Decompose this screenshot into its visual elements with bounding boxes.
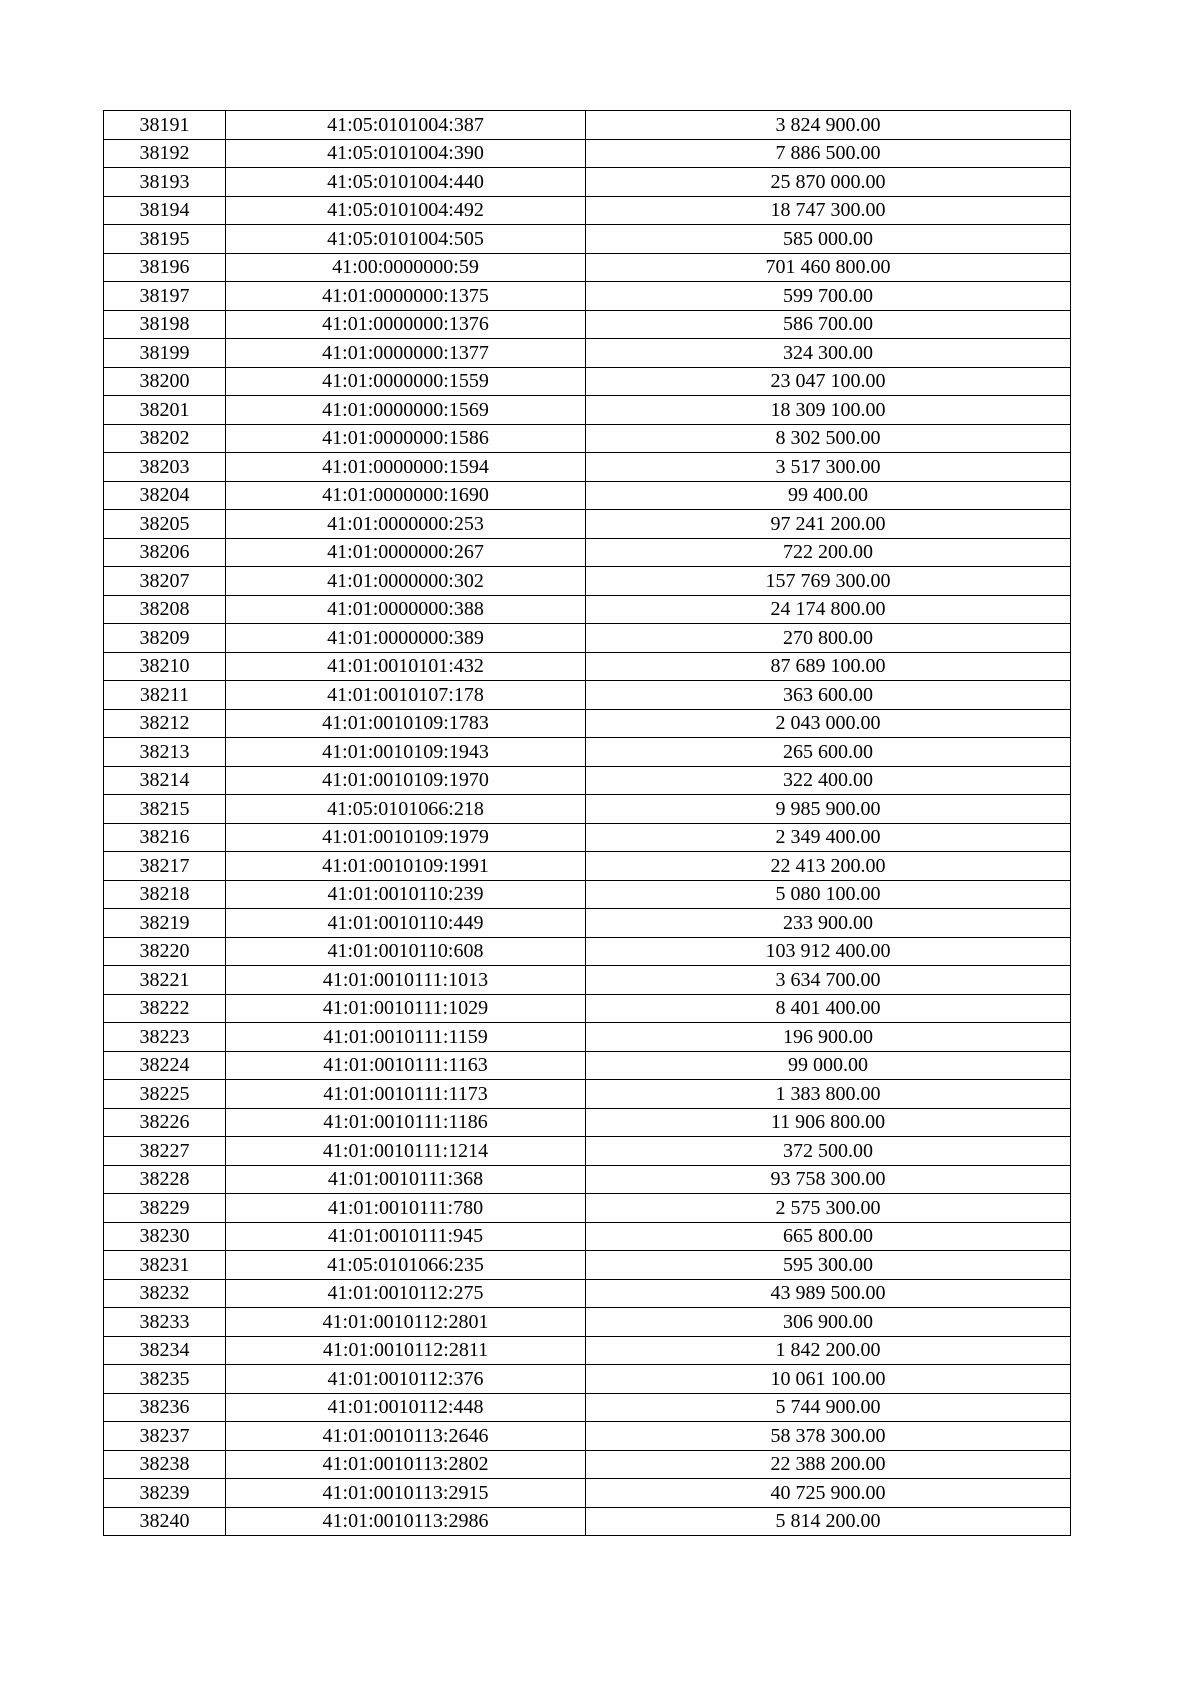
cadastral-value-cell: 701 460 800.00 [586, 253, 1071, 282]
table-row [104, 111, 1071, 140]
table-row [104, 795, 1071, 824]
table-row [104, 738, 1071, 767]
table-row [104, 168, 1071, 197]
cadastral-number-cell: 41:01:0000000:1569 [226, 396, 586, 425]
table-row [104, 994, 1071, 1023]
table-row [104, 681, 1071, 710]
cadastral-value-cell: 5 814 200.00 [586, 1507, 1071, 1536]
table-row [104, 1222, 1071, 1251]
row-number-cell: 38237 [104, 1422, 226, 1451]
cadastral-value-cell: 18 747 300.00 [586, 196, 1071, 225]
cadastral-number-cell: 41:05:0101004:492 [226, 196, 586, 225]
row-number-cell: 38238 [104, 1450, 226, 1479]
cadastral-value-cell: 40 725 900.00 [586, 1479, 1071, 1508]
table-row [104, 766, 1071, 795]
cadastral-value-cell: 97 241 200.00 [586, 510, 1071, 539]
cadastral-number-cell: 41:01:0010111:1163 [226, 1051, 586, 1080]
row-number-cell: 38198 [104, 310, 226, 339]
cadastral-value-cell: 7 886 500.00 [586, 139, 1071, 168]
row-number-cell: 38193 [104, 168, 226, 197]
row-number-cell: 38209 [104, 624, 226, 653]
cadastral-number-cell: 41:01:0010113:2986 [226, 1507, 586, 1536]
table-row [104, 225, 1071, 254]
cadastral-number-cell: 41:01:0010113:2646 [226, 1422, 586, 1451]
table-row [104, 1279, 1071, 1308]
cadastral-number-cell: 41:01:0010111:1013 [226, 966, 586, 995]
row-number-cell: 38213 [104, 738, 226, 767]
row-number-cell: 38194 [104, 196, 226, 225]
cadastral-number-cell: 41:01:0010113:2802 [226, 1450, 586, 1479]
table-row [104, 396, 1071, 425]
cadastral-value-cell: 8 302 500.00 [586, 424, 1071, 453]
row-number-cell: 38200 [104, 367, 226, 396]
cadastral-value-cell: 99 000.00 [586, 1051, 1071, 1080]
cadastral-number-cell: 41:01:0010111:1173 [226, 1080, 586, 1109]
cadastral-number-cell: 41:01:0010111:1029 [226, 994, 586, 1023]
row-number-cell: 38199 [104, 339, 226, 368]
table-row [104, 852, 1071, 881]
table-row [104, 567, 1071, 596]
row-number-cell: 38207 [104, 567, 226, 596]
cadastral-value-cell: 10 061 100.00 [586, 1365, 1071, 1394]
row-number-cell: 38216 [104, 823, 226, 852]
row-number-cell: 38206 [104, 538, 226, 567]
row-number-cell: 38235 [104, 1365, 226, 1394]
cadastral-value-cell: 8 401 400.00 [586, 994, 1071, 1023]
row-number-cell: 38219 [104, 909, 226, 938]
cadastral-number-cell: 41:01:0010109:1970 [226, 766, 586, 795]
cadastral-number-cell: 41:01:0010111:1186 [226, 1108, 586, 1137]
cadastral-value-cell: 25 870 000.00 [586, 168, 1071, 197]
row-number-cell: 38229 [104, 1194, 226, 1223]
cadastral-value-cell: 18 309 100.00 [586, 396, 1071, 425]
row-number-cell: 38233 [104, 1308, 226, 1337]
cadastral-value-table [103, 110, 1071, 1536]
table-row [104, 1365, 1071, 1394]
cadastral-value-cell: 103 912 400.00 [586, 937, 1071, 966]
cadastral-number-cell: 41:01:0000000:1376 [226, 310, 586, 339]
row-number-cell: 38230 [104, 1222, 226, 1251]
cadastral-number-cell: 41:01:0010109:1943 [226, 738, 586, 767]
cadastral-value-cell: 87 689 100.00 [586, 652, 1071, 681]
cadastral-value-cell: 2 349 400.00 [586, 823, 1071, 852]
cadastral-number-cell: 41:01:0010113:2915 [226, 1479, 586, 1508]
table-row [104, 1507, 1071, 1536]
row-number-cell: 38215 [104, 795, 226, 824]
table-row [104, 1393, 1071, 1422]
cadastral-number-cell: 41:05:0101004:390 [226, 139, 586, 168]
cadastral-value-cell: 11 906 800.00 [586, 1108, 1071, 1137]
row-number-cell: 38226 [104, 1108, 226, 1137]
cadastral-value-cell: 23 047 100.00 [586, 367, 1071, 396]
table-row [104, 880, 1071, 909]
row-number-cell: 38221 [104, 966, 226, 995]
table-row [104, 339, 1071, 368]
row-number-cell: 38197 [104, 282, 226, 311]
row-number-cell: 38222 [104, 994, 226, 1023]
table-row [104, 1194, 1071, 1223]
row-number-cell: 38217 [104, 852, 226, 881]
table-row [104, 1023, 1071, 1052]
row-number-cell: 38220 [104, 937, 226, 966]
cadastral-number-cell: 41:05:0101066:218 [226, 795, 586, 824]
cadastral-value-cell: 2 575 300.00 [586, 1194, 1071, 1223]
cadastral-number-cell: 41:01:0010109:1783 [226, 709, 586, 738]
cadastral-value-cell: 22 413 200.00 [586, 852, 1071, 881]
cadastral-value-cell: 585 000.00 [586, 225, 1071, 254]
cadastral-number-cell: 41:01:0000000:389 [226, 624, 586, 653]
cadastral-value-cell: 2 043 000.00 [586, 709, 1071, 738]
row-number-cell: 38239 [104, 1479, 226, 1508]
cadastral-value-cell: 93 758 300.00 [586, 1165, 1071, 1194]
row-number-cell: 38210 [104, 652, 226, 681]
cadastral-number-cell: 41:01:0000000:302 [226, 567, 586, 596]
cadastral-number-cell: 41:01:0010101:432 [226, 652, 586, 681]
table-row [104, 139, 1071, 168]
row-number-cell: 38225 [104, 1080, 226, 1109]
cadastral-value-cell: 722 200.00 [586, 538, 1071, 567]
row-number-cell: 38234 [104, 1336, 226, 1365]
cadastral-number-cell: 41:05:0101004:440 [226, 168, 586, 197]
row-number-cell: 38211 [104, 681, 226, 710]
row-number-cell: 38195 [104, 225, 226, 254]
cadastral-value-cell: 157 769 300.00 [586, 567, 1071, 596]
row-number-cell: 38192 [104, 139, 226, 168]
cadastral-value-cell: 9 985 900.00 [586, 795, 1071, 824]
row-number-cell: 38214 [104, 766, 226, 795]
cadastral-value-cell: 99 400.00 [586, 481, 1071, 510]
table-row [104, 1479, 1071, 1508]
table-row [104, 538, 1071, 567]
row-number-cell: 38196 [104, 253, 226, 282]
cadastral-number-cell: 41:01:0010112:275 [226, 1279, 586, 1308]
cadastral-value-cell: 3 634 700.00 [586, 966, 1071, 995]
table-row [104, 424, 1071, 453]
table-row [104, 481, 1071, 510]
row-number-cell: 38223 [104, 1023, 226, 1052]
cadastral-number-cell: 41:01:0010112:2801 [226, 1308, 586, 1337]
table-row [104, 823, 1071, 852]
table-row [104, 909, 1071, 938]
cadastral-value-cell: 599 700.00 [586, 282, 1071, 311]
table-row [104, 709, 1071, 738]
cadastral-number-cell: 41:01:0000000:1586 [226, 424, 586, 453]
table-row [104, 1108, 1071, 1137]
cadastral-value-cell: 322 400.00 [586, 766, 1071, 795]
cadastral-value-cell: 665 800.00 [586, 1222, 1071, 1251]
cadastral-number-cell: 41:01:0010111:1159 [226, 1023, 586, 1052]
row-number-cell: 38227 [104, 1137, 226, 1166]
cadastral-number-cell: 41:01:0000000:1594 [226, 453, 586, 482]
cadastral-value-cell: 265 600.00 [586, 738, 1071, 767]
table-row [104, 453, 1071, 482]
cadastral-number-cell: 41:01:0000000:267 [226, 538, 586, 567]
cadastral-number-cell: 41:01:0010109:1991 [226, 852, 586, 881]
row-number-cell: 38204 [104, 481, 226, 510]
cadastral-number-cell: 41:01:0010110:239 [226, 880, 586, 909]
cadastral-number-cell: 41:01:0010112:376 [226, 1365, 586, 1394]
cadastral-number-cell: 41:01:0000000:388 [226, 595, 586, 624]
cadastral-value-cell: 1 842 200.00 [586, 1336, 1071, 1365]
cadastral-number-cell: 41:01:0010109:1979 [226, 823, 586, 852]
cadastral-value-cell: 586 700.00 [586, 310, 1071, 339]
cadastral-number-cell: 41:01:0010111:1214 [226, 1137, 586, 1166]
row-number-cell: 38228 [104, 1165, 226, 1194]
cadastral-value-cell: 306 900.00 [586, 1308, 1071, 1337]
cadastral-number-cell: 41:01:0000000:1375 [226, 282, 586, 311]
row-number-cell: 38212 [104, 709, 226, 738]
table-row [104, 1080, 1071, 1109]
table-row [104, 1422, 1071, 1451]
cadastral-number-cell: 41:01:0010107:178 [226, 681, 586, 710]
cadastral-value-cell: 43 989 500.00 [586, 1279, 1071, 1308]
cadastral-value-cell: 595 300.00 [586, 1251, 1071, 1280]
cadastral-value-cell: 58 378 300.00 [586, 1422, 1071, 1451]
row-number-cell: 38218 [104, 880, 226, 909]
table-row [104, 624, 1071, 653]
table-row [104, 1450, 1071, 1479]
cadastral-number-cell: 41:05:0101066:235 [226, 1251, 586, 1280]
table-row [104, 510, 1071, 539]
table-row [104, 937, 1071, 966]
cadastral-value-cell: 5 744 900.00 [586, 1393, 1071, 1422]
row-number-cell: 38203 [104, 453, 226, 482]
row-number-cell: 38191 [104, 111, 226, 140]
table-row [104, 1308, 1071, 1337]
cadastral-number-cell: 41:01:0010110:449 [226, 909, 586, 938]
cadastral-number-cell: 41:01:0000000:1690 [226, 481, 586, 510]
row-number-cell: 38224 [104, 1051, 226, 1080]
cadastral-value-cell: 3 517 300.00 [586, 453, 1071, 482]
cadastral-number-cell: 41:01:0000000:1377 [226, 339, 586, 368]
cadastral-value-cell: 196 900.00 [586, 1023, 1071, 1052]
cadastral-number-cell: 41:01:0010112:2811 [226, 1336, 586, 1365]
table-body [104, 111, 1071, 1536]
table-row [104, 1165, 1071, 1194]
table-row [104, 1336, 1071, 1365]
row-number-cell: 38201 [104, 396, 226, 425]
cadastral-value-cell: 1 383 800.00 [586, 1080, 1071, 1109]
cadastral-number-cell: 41:01:0000000:1559 [226, 367, 586, 396]
cadastral-value-cell: 372 500.00 [586, 1137, 1071, 1166]
cadastral-number-cell: 41:01:0000000:253 [226, 510, 586, 539]
cadastral-number-cell: 41:00:0000000:59 [226, 253, 586, 282]
table-row [104, 1137, 1071, 1166]
cadastral-number-cell: 41:01:0010111:368 [226, 1165, 586, 1194]
cadastral-value-cell: 5 080 100.00 [586, 880, 1071, 909]
row-number-cell: 38205 [104, 510, 226, 539]
row-number-cell: 38202 [104, 424, 226, 453]
row-number-cell: 38240 [104, 1507, 226, 1536]
table-row [104, 367, 1071, 396]
cadastral-number-cell: 41:05:0101004:505 [226, 225, 586, 254]
cadastral-number-cell: 41:01:0010112:448 [226, 1393, 586, 1422]
cadastral-value-cell: 324 300.00 [586, 339, 1071, 368]
table-row [104, 1251, 1071, 1280]
table-row [104, 253, 1071, 282]
cadastral-value-cell: 3 824 900.00 [586, 111, 1071, 140]
row-number-cell: 38232 [104, 1279, 226, 1308]
cadastral-value-cell: 22 388 200.00 [586, 1450, 1071, 1479]
cadastral-number-cell: 41:01:0010111:945 [226, 1222, 586, 1251]
table-row [104, 595, 1071, 624]
table-row [104, 310, 1071, 339]
table-row [104, 966, 1071, 995]
cadastral-number-cell: 41:01:0010111:780 [226, 1194, 586, 1223]
table-row [104, 1051, 1071, 1080]
table-row [104, 196, 1071, 225]
table-row [104, 652, 1071, 681]
row-number-cell: 38231 [104, 1251, 226, 1280]
row-number-cell: 38208 [104, 595, 226, 624]
cadastral-value-cell: 233 900.00 [586, 909, 1071, 938]
cadastral-number-cell: 41:05:0101004:387 [226, 111, 586, 140]
cadastral-value-cell: 363 600.00 [586, 681, 1071, 710]
table-row [104, 282, 1071, 311]
row-number-cell: 38236 [104, 1393, 226, 1422]
cadastral-value-cell: 270 800.00 [586, 624, 1071, 653]
cadastral-value-cell: 24 174 800.00 [586, 595, 1071, 624]
cadastral-number-cell: 41:01:0010110:608 [226, 937, 586, 966]
